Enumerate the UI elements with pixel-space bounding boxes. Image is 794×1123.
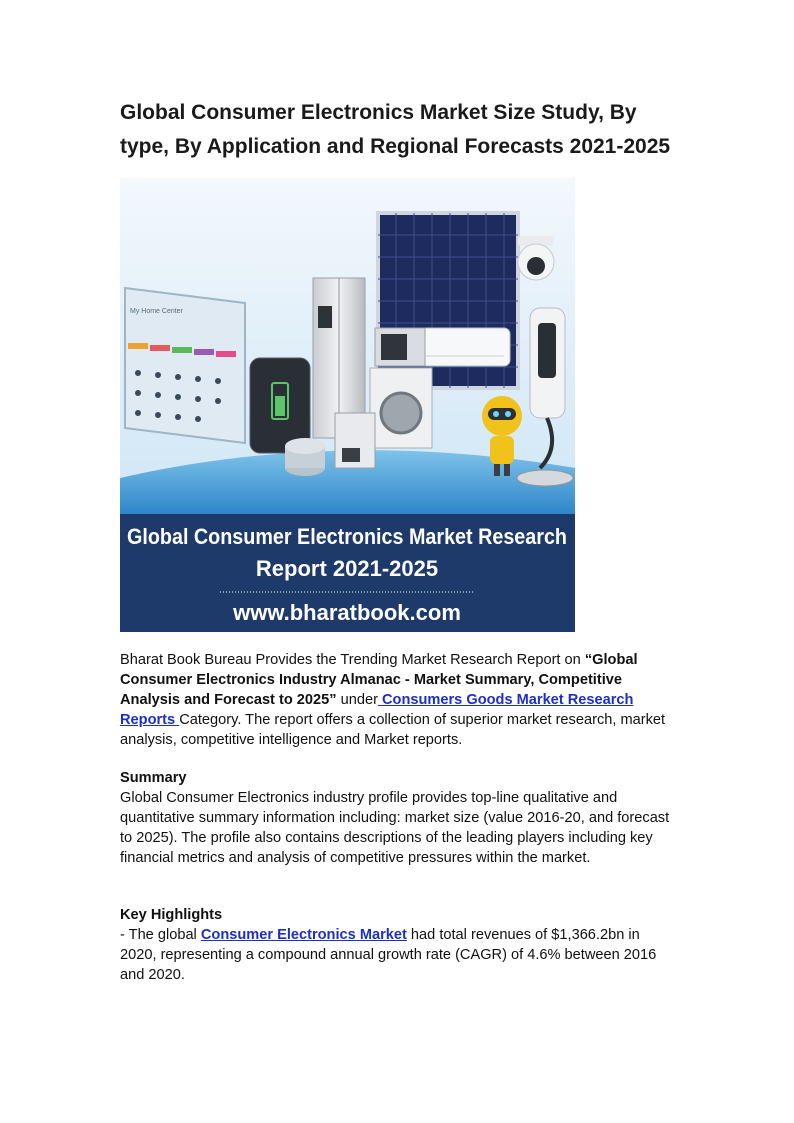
microwave	[375, 328, 425, 366]
summary-section	[120, 768, 680, 868]
consumer-electronics-market-link[interactable]: Consumer Electronics Market	[200, 927, 407, 943]
svg-text:My Home Center: My Home Center	[130, 308, 183, 315]
air-conditioner	[420, 328, 510, 366]
highlights-section	[120, 905, 680, 985]
coffee-machine	[335, 413, 375, 468]
category-suffix: Category.	[179, 712, 242, 728]
summary-text: Global Consumer Electronics industry profile provides top-line qualitative and quantitative summary information including: market size (value 2016-20, and forecast to 2025). The profile also contains descriptions of the leading players including key financial metrics and analysis of competitive pressures within the market.	[120, 790, 670, 866]
banner-title-line2: Report 2021-2025	[255, 556, 439, 581]
robot-vacuum	[517, 470, 573, 486]
summary-heading: Summary	[120, 770, 187, 786]
report-name: “Global Consumer Electronics Industry Almanac - Market Summary, Competitive Analysis and Forecast to 2025”	[120, 652, 638, 708]
category-link[interactable]: Consumers Goods Market Research Reports	[120, 692, 634, 728]
banner-url: www.bharatbook.com	[233, 600, 461, 625]
consumer-electronics-illustration	[120, 178, 575, 632]
highlights-prefix: - The global	[120, 927, 201, 943]
highlights-item	[120, 925, 680, 985]
highlights-text: had total revenues of $1,366.2bn in 2020, representing a compound annual growth rate (CAGR) of 4.6% between 2016 and 2020.	[120, 927, 657, 983]
tablet-screen	[125, 288, 245, 443]
document-title: Global Consumer Electronics Market Size Study, By type, By Application and Regional Forecasts 2021-2025	[120, 101, 671, 158]
intro-under: under	[336, 692, 378, 708]
intro-paragraph	[120, 650, 680, 750]
intro-rest: The report offers a collection of superior market research, market analysis, competitive intelligence and Market reports.	[120, 712, 666, 748]
highlights-heading: Key Highlights	[120, 907, 223, 923]
intro-lead: Bharat Book Bureau Provides the Trending Market Research Report on	[120, 652, 585, 668]
washing-machine	[370, 368, 432, 448]
banner-title-line1: Global Consumer Electronics Market Research	[127, 524, 567, 549]
hero-image	[120, 178, 575, 632]
security-camera	[518, 236, 554, 280]
smart-speaker	[285, 438, 325, 476]
